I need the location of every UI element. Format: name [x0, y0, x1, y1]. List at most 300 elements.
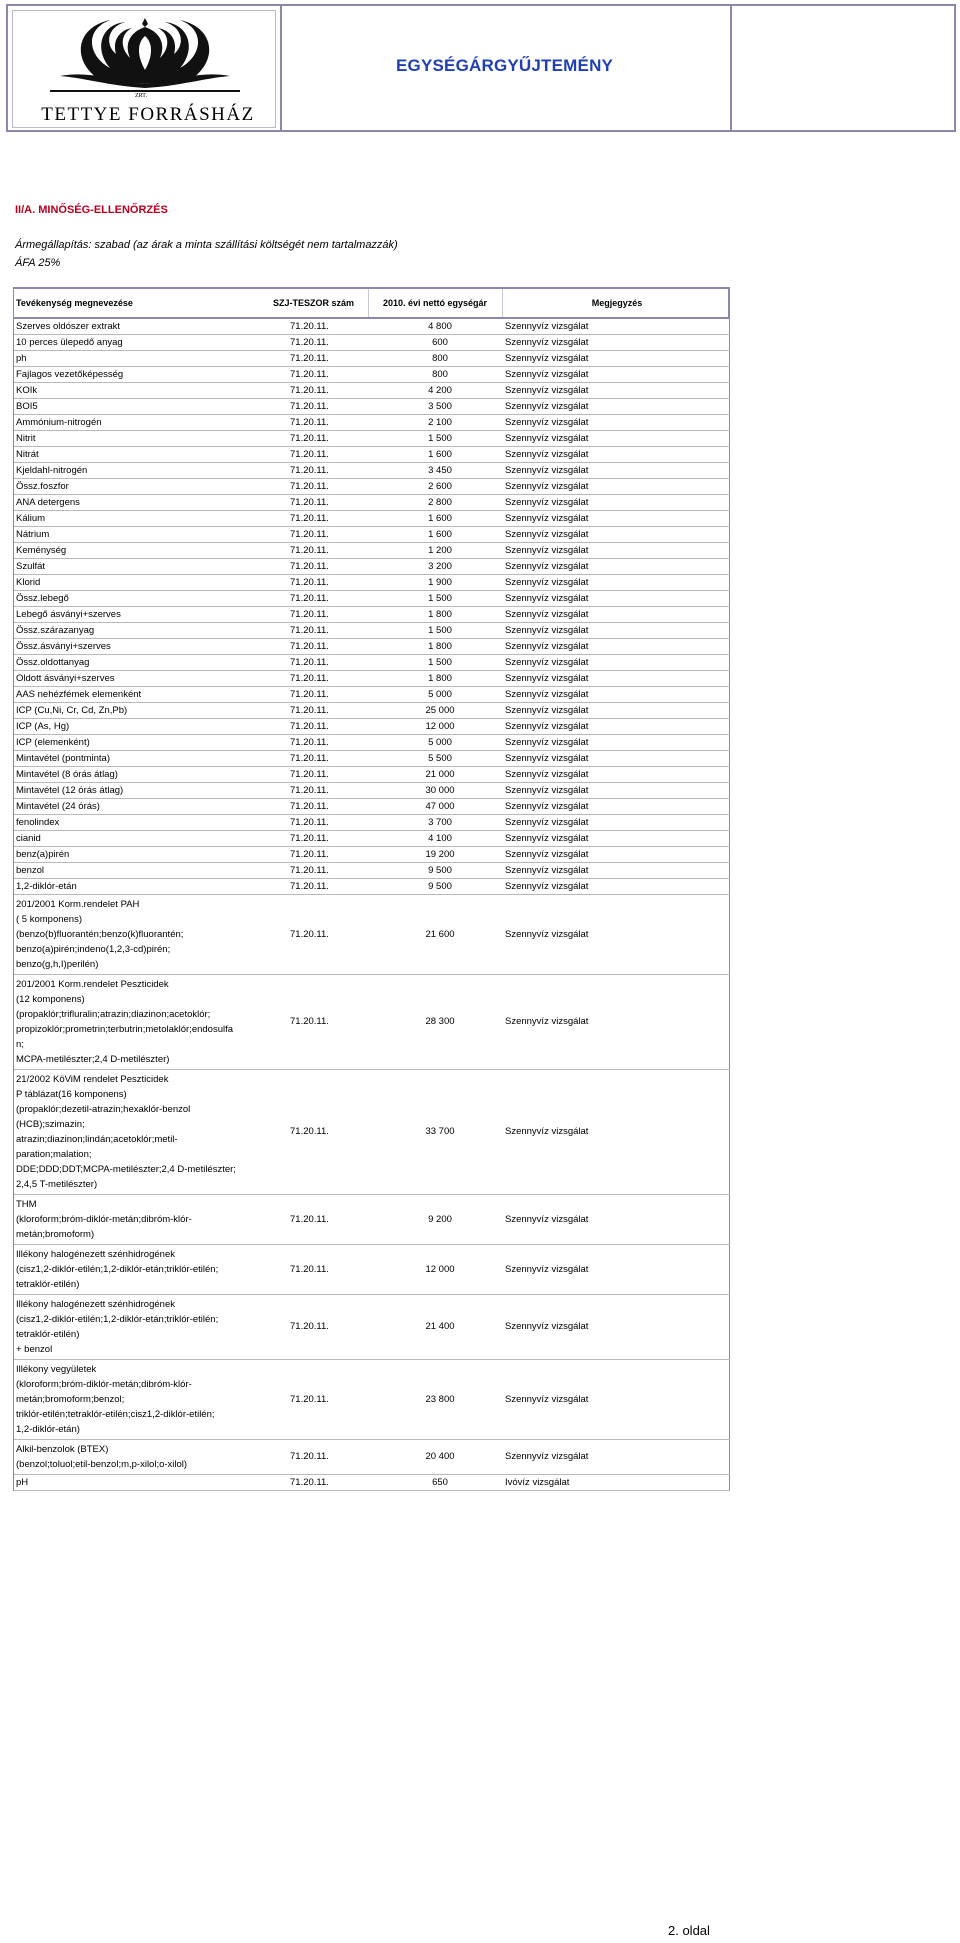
- cell-note: Szennyvíz vizsgálat: [505, 705, 589, 716]
- column-header-name: Tevékenység megnevezése: [16, 298, 133, 308]
- activity-name-line: fenolindex: [16, 817, 60, 828]
- activity-name-line: 21/2002 KöViM rendelet Peszticidek: [16, 1074, 169, 1085]
- cell-note: Szennyvíz vizsgálat: [505, 561, 589, 572]
- table-row: [14, 1195, 730, 1245]
- table-right-border: [729, 703, 730, 718]
- activity-name-line: AAS nehézfémek elemenként: [16, 689, 142, 700]
- cell-net-price: 5 500: [428, 753, 452, 764]
- table-row: [14, 719, 730, 735]
- activity-name-line: Nitrát: [16, 449, 39, 460]
- activity-name-line: ICP (Cu,Ni, Cr, Cd, Zn,Pb): [16, 705, 128, 716]
- cell-activity-name: [16, 383, 288, 398]
- cell-net-price: 5 000: [428, 689, 452, 700]
- cell-activity-name: [16, 415, 288, 430]
- cell-note: Szennyvíz vizsgálat: [505, 1451, 589, 1462]
- cell-teszor-code: 71.20.11.: [290, 385, 329, 396]
- activity-name-line: Össz.ásványi+szerves: [16, 641, 111, 652]
- cell-net-price: 5 000: [428, 737, 452, 748]
- table-row: [14, 399, 730, 415]
- table-row: [14, 447, 730, 463]
- cell-net-price: 1 600: [428, 529, 452, 540]
- cell-teszor-code: 71.20.11.: [290, 785, 329, 796]
- table-right-border: [729, 671, 730, 686]
- cell-activity-name: [16, 1197, 288, 1242]
- cell-activity-name: [16, 463, 288, 478]
- cell-activity-name: [16, 815, 288, 830]
- cell-net-price: 600: [432, 337, 448, 348]
- table-right-border: [729, 383, 730, 398]
- activity-name-line: (propaklór;dezetil-atrazin;hexaklór-benzol: [16, 1104, 191, 1115]
- table-right-border: [729, 767, 730, 782]
- cell-activity-name: [16, 847, 288, 862]
- cell-note: Szennyvíz vizsgálat: [505, 1016, 589, 1027]
- cell-net-price: 9 500: [428, 865, 452, 876]
- table-right-border: [729, 319, 730, 334]
- cell-net-price: 1 200: [428, 545, 452, 556]
- table-right-border: [729, 1195, 730, 1244]
- table-row: [14, 543, 730, 559]
- cell-note: Szennyvíz vizsgálat: [505, 657, 589, 668]
- cell-activity-name: [16, 559, 288, 574]
- activity-name-line: Nitrit: [16, 433, 36, 444]
- cell-note: Szennyvíz vizsgálat: [505, 929, 589, 940]
- activity-name-line: (cisz1,2-diklór-etilén;1,2-diklór-etán;triklór-etilén;: [16, 1264, 219, 1275]
- cell-net-price: 800: [432, 353, 448, 364]
- cell-note: Szennyvíz vizsgálat: [505, 689, 589, 700]
- activity-name-line: Ammónium-nitrogén: [16, 417, 102, 428]
- header-divider: [280, 6, 282, 130]
- activity-name-line: tetraklór-etilén): [16, 1279, 80, 1290]
- cell-note: Szennyvíz vizsgálat: [505, 1214, 589, 1225]
- activity-name-line: BOI5: [16, 401, 38, 412]
- table-row: [14, 767, 730, 783]
- table-right-border: [729, 735, 730, 750]
- cell-activity-name: [16, 319, 288, 334]
- cell-net-price: 23 800: [425, 1394, 455, 1405]
- section-title: II/A. MINŐSÉG-ELLENŐRZÉS: [15, 204, 168, 216]
- cell-note: Szennyvíz vizsgálat: [505, 369, 589, 380]
- table-row: [14, 511, 730, 527]
- table-row: [14, 319, 730, 335]
- cell-activity-name: [16, 511, 288, 526]
- cell-teszor-code: 71.20.11.: [290, 753, 329, 764]
- pricing-note: Ármegállapítás: szabad (az árak a minta szállítási költségét nem tartalmazzák): [15, 239, 398, 251]
- table-right-border: [729, 463, 730, 478]
- table-row: [14, 1475, 730, 1491]
- activity-name-line: benzo(g,h,I)perilén): [16, 959, 99, 970]
- cell-activity-name: [16, 495, 288, 510]
- table-row: [14, 703, 730, 719]
- table-right-border: [729, 543, 730, 558]
- cell-teszor-code: 71.20.11.: [290, 417, 329, 428]
- table-row: [14, 1070, 730, 1195]
- header-divider: [502, 289, 503, 317]
- cell-net-price: 9 200: [428, 1214, 452, 1225]
- table-header: [14, 287, 730, 319]
- activity-name-line: pH: [16, 1477, 29, 1488]
- activity-name-line: Mintavétel (24 órás): [16, 801, 100, 812]
- cell-teszor-code: 71.20.11.: [290, 481, 329, 492]
- activity-name-line: (kloroform;bróm-diklór-metán;dibróm-klór-: [16, 1214, 192, 1225]
- table-right-border: [729, 975, 730, 1069]
- activity-name-line: 1,2-diklór-etán: [16, 881, 77, 892]
- cell-teszor-code: 71.20.11.: [290, 497, 329, 508]
- page-number: 2. oldal: [668, 1923, 710, 1938]
- cell-teszor-code: 71.20.11.: [290, 1264, 329, 1275]
- activity-name-line: Keménység: [16, 545, 67, 556]
- table-row: [14, 799, 730, 815]
- table-row: [14, 831, 730, 847]
- activity-name-line: atrazin;diazinon;lindán;acetoklór;metil-: [16, 1134, 178, 1145]
- cell-note: Szennyvíz vizsgálat: [505, 737, 589, 748]
- activity-name-line: KOIk: [16, 385, 38, 396]
- cell-activity-name: [16, 1442, 288, 1472]
- cell-teszor-code: 71.20.11.: [290, 801, 329, 812]
- activity-name-line: Nátrium: [16, 529, 50, 540]
- cell-teszor-code: 71.20.11.: [290, 337, 329, 348]
- cell-note: Szennyvíz vizsgálat: [505, 481, 589, 492]
- cell-teszor-code: 71.20.11.: [290, 1126, 329, 1137]
- table-row: [14, 431, 730, 447]
- activity-name-line: metán;bromoform): [16, 1229, 95, 1240]
- cell-net-price: 2 800: [428, 497, 452, 508]
- cell-activity-name: [16, 751, 288, 766]
- cell-activity-name: [16, 783, 288, 798]
- table-right-border: [729, 367, 730, 382]
- table-right-border: [729, 1245, 730, 1294]
- table-right-border: [729, 527, 730, 542]
- table-right-border: [729, 575, 730, 590]
- table-row: [14, 367, 730, 383]
- table-row: [14, 591, 730, 607]
- cell-activity-name: [16, 977, 288, 1067]
- cell-activity-name: [16, 1072, 288, 1192]
- table-row: [14, 671, 730, 687]
- activity-name-line: THM: [16, 1199, 37, 1210]
- cell-teszor-code: 71.20.11.: [290, 353, 329, 364]
- cell-teszor-code: 71.20.11.: [290, 929, 329, 940]
- cell-activity-name: [16, 351, 288, 366]
- cell-net-price: 3 450: [428, 465, 452, 476]
- cell-teszor-code: 71.20.11.: [290, 1016, 329, 1027]
- activity-name-line: ICP (As, Hg): [16, 721, 70, 732]
- activity-name-line: ICP (elemenként): [16, 737, 90, 748]
- table-row: [14, 735, 730, 751]
- activity-name-line: ANA detergens: [16, 497, 80, 508]
- cell-activity-name: [16, 655, 288, 670]
- activity-name-line: (propaklór;trifluralin;atrazin;diazinon;acetoklór;: [16, 1009, 211, 1020]
- cell-net-price: 1 800: [428, 609, 452, 620]
- cell-net-price: 800: [432, 369, 448, 380]
- table-right-border: [729, 687, 730, 702]
- cell-activity-name: [16, 623, 288, 638]
- price-table: [13, 287, 730, 1491]
- activity-name-line: propizoklór;prometrin;terbutrin;metolaklór;endosulfa: [16, 1024, 234, 1035]
- cell-net-price: 1 500: [428, 433, 452, 444]
- table-right-border: [729, 559, 730, 574]
- cell-activity-name: [16, 879, 288, 894]
- cell-net-price: 1 600: [428, 449, 452, 460]
- activity-name-line: Szulfát: [16, 561, 46, 572]
- cell-note: Szennyvíz vizsgálat: [505, 801, 589, 812]
- table-right-border: [729, 831, 730, 846]
- table-right-border: [729, 1440, 730, 1474]
- cell-note: Szennyvíz vizsgálat: [505, 833, 589, 844]
- table-row: [14, 1245, 730, 1295]
- activity-name-line: 2,4,5 T-metilészter): [16, 1179, 98, 1190]
- column-header-code: SZJ-TESZOR szám: [273, 298, 355, 308]
- cell-net-price: 4 800: [428, 321, 452, 332]
- cell-teszor-code: 71.20.11.: [290, 529, 329, 540]
- cell-teszor-code: 71.20.11.: [290, 689, 329, 700]
- cell-note: Szennyvíz vizsgálat: [505, 577, 589, 588]
- cell-net-price: 3 200: [428, 561, 452, 572]
- table-right-border: [729, 1475, 730, 1490]
- fountain-house-emblem-icon: [20, 14, 270, 102]
- cell-net-price: 30 000: [425, 785, 455, 796]
- table-right-border: [729, 783, 730, 798]
- cell-net-price: 9 500: [428, 881, 452, 892]
- cell-activity-name: [16, 1297, 288, 1357]
- activity-name-line: Mintavétel (8 órás átlag): [16, 769, 118, 780]
- cell-activity-name: [16, 479, 288, 494]
- activity-name-line: 201/2001 Korm.rendelet PAH: [16, 899, 140, 910]
- activity-name-line: Szerves oldószer extrakt: [16, 321, 121, 332]
- cell-net-price: 20 400: [425, 1451, 455, 1462]
- cell-activity-name: [16, 687, 288, 702]
- cell-activity-name: [16, 591, 288, 606]
- table-right-border: [729, 495, 730, 510]
- cell-activity-name: [16, 399, 288, 414]
- cell-teszor-code: 71.20.11.: [290, 609, 329, 620]
- column-header-price: 2010. évi nettó egységár: [382, 298, 488, 308]
- table-row: [14, 1295, 730, 1360]
- table-row: [14, 879, 730, 895]
- cell-activity-name: [16, 831, 288, 846]
- table-right-border: [729, 1070, 730, 1194]
- activity-name-line: 10 perces ülepedő anyag: [16, 337, 123, 348]
- activity-name-line: benz(a)pirén: [16, 849, 70, 860]
- cell-activity-name: [16, 671, 288, 686]
- table-right-border: [729, 719, 730, 734]
- table-right-border: [729, 479, 730, 494]
- cell-note: Szennyvíz vizsgálat: [505, 1264, 589, 1275]
- cell-net-price: 12 000: [425, 721, 455, 732]
- table-right-border: [729, 639, 730, 654]
- table-row: [14, 527, 730, 543]
- table-right-border: [729, 863, 730, 878]
- table-right-border: [729, 655, 730, 670]
- cell-note: Ivóvíz vizsgálat: [505, 1477, 570, 1488]
- cell-net-price: 12 000: [425, 1264, 455, 1275]
- activity-name-line: ( 5 komponens): [16, 914, 83, 925]
- cell-note: Szennyvíz vizsgálat: [505, 593, 589, 604]
- cell-teszor-code: 71.20.11.: [290, 321, 329, 332]
- activity-name-line: benzo(a)pirén;indeno(1,2,3-cd)pirén;: [16, 944, 171, 955]
- cell-teszor-code: 71.20.11.: [290, 449, 329, 460]
- cell-net-price: 2 600: [428, 481, 452, 492]
- cell-teszor-code: 71.20.11.: [290, 433, 329, 444]
- activity-name-line: Össz.foszfor: [16, 481, 69, 492]
- table-row: [14, 415, 730, 431]
- activity-name-line: cianid: [16, 833, 41, 844]
- table-row: [14, 655, 730, 671]
- cell-note: Szennyvíz vizsgálat: [505, 529, 589, 540]
- table-right-border: [729, 815, 730, 830]
- table-row: [14, 815, 730, 831]
- cell-activity-name: [16, 799, 288, 814]
- cell-teszor-code: 71.20.11.: [290, 641, 329, 652]
- activity-name-line: MCPA-metilészter;2,4 D-metilészter): [16, 1054, 170, 1065]
- cell-note: Szennyvíz vizsgálat: [505, 497, 589, 508]
- activity-name-line: (cisz1,2-diklór-etilén;1,2-diklór-etán;triklór-etilén;: [16, 1314, 219, 1325]
- cell-note: Szennyvíz vizsgálat: [505, 1394, 589, 1405]
- cell-net-price: 19 200: [425, 849, 455, 860]
- cell-teszor-code: 71.20.11.: [290, 881, 329, 892]
- cell-net-price: 1 600: [428, 513, 452, 524]
- cell-net-price: 21 000: [425, 769, 455, 780]
- cell-teszor-code: 71.20.11.: [290, 593, 329, 604]
- cell-activity-name: [16, 1362, 288, 1437]
- table-row: [14, 639, 730, 655]
- cell-net-price: 21 600: [425, 929, 455, 940]
- cell-net-price: 33 700: [425, 1126, 455, 1137]
- cell-note: Szennyvíz vizsgálat: [505, 401, 589, 412]
- company-logo: [20, 14, 270, 126]
- cell-net-price: 21 400: [425, 1321, 455, 1332]
- table-right-border: [729, 415, 730, 430]
- cell-note: Szennyvíz vizsgálat: [505, 753, 589, 764]
- activity-name-line: Fajlagos vezetőképesség: [16, 369, 124, 380]
- cell-teszor-code: 71.20.11.: [290, 657, 329, 668]
- table-row: [14, 847, 730, 863]
- activity-name-line: (HCB);szimazin;: [16, 1119, 85, 1130]
- activity-name-line: 1,2-diklór-etán): [16, 1424, 80, 1435]
- activity-name-line: paration;malation;: [16, 1149, 92, 1160]
- table-row: [14, 1360, 730, 1440]
- cell-teszor-code: 71.20.11.: [290, 1394, 329, 1405]
- cell-activity-name: [16, 335, 288, 350]
- activity-name-line: (kloroform;bróm-diklór-metán;dibróm-klór-: [16, 1379, 192, 1390]
- table-right-border: [729, 399, 730, 414]
- cell-note: Szennyvíz vizsgálat: [505, 337, 589, 348]
- cell-teszor-code: 71.20.11.: [290, 625, 329, 636]
- table-row: [14, 1440, 730, 1475]
- cell-net-price: 1 500: [428, 657, 452, 668]
- cell-activity-name: [16, 735, 288, 750]
- cell-activity-name: [16, 1475, 288, 1490]
- table-right-border: [729, 1360, 730, 1439]
- table-right-border: [729, 847, 730, 862]
- activity-name-line: Össz.lebegő: [16, 593, 69, 604]
- table-row: [14, 463, 730, 479]
- cell-teszor-code: 71.20.11.: [290, 865, 329, 876]
- activity-name-line: Alkil-benzolok (BTEX): [16, 1444, 109, 1455]
- activity-name-line: Össz.szárazanyag: [16, 625, 95, 636]
- cell-note: Szennyvíz vizsgálat: [505, 513, 589, 524]
- activity-name-line: (12 komponens): [16, 994, 85, 1005]
- cell-activity-name: [16, 575, 288, 590]
- cell-teszor-code: 71.20.11.: [290, 401, 329, 412]
- cell-activity-name: [16, 607, 288, 622]
- cell-net-price: 2 100: [428, 417, 452, 428]
- cell-note: Szennyvíz vizsgálat: [505, 817, 589, 828]
- table-row: [14, 863, 730, 879]
- cell-net-price: 4 100: [428, 833, 452, 844]
- logo-suffix: ZRT.: [135, 93, 148, 99]
- cell-teszor-code: 71.20.11.: [290, 849, 329, 860]
- cell-activity-name: [16, 863, 288, 878]
- cell-net-price: 28 300: [425, 1016, 455, 1027]
- activity-name-line: 201/2001 Korm.rendelet Peszticidek: [16, 979, 169, 990]
- table-right-border: [729, 431, 730, 446]
- activity-name-line: n;: [16, 1039, 24, 1050]
- cell-activity-name: [16, 543, 288, 558]
- activity-name-line: (benzo(b)fluorantén;benzo(k)fluorantén;: [16, 929, 184, 940]
- cell-teszor-code: 71.20.11.: [290, 1451, 329, 1462]
- table-right-border: [729, 751, 730, 766]
- cell-note: Szennyvíz vizsgálat: [505, 1321, 589, 1332]
- activity-name-line: Mintavétel (12 órás átlag): [16, 785, 124, 796]
- cell-teszor-code: 71.20.11.: [290, 1321, 329, 1332]
- cell-net-price: 25 000: [425, 705, 455, 716]
- cell-note: Szennyvíz vizsgálat: [505, 609, 589, 620]
- activity-name-line: tetraklór-etilén): [16, 1329, 80, 1340]
- cell-teszor-code: 71.20.11.: [290, 769, 329, 780]
- table-row: [14, 895, 730, 975]
- cell-activity-name: [16, 431, 288, 446]
- table-row: [14, 607, 730, 623]
- cell-teszor-code: 71.20.11.: [290, 833, 329, 844]
- table-row: [14, 479, 730, 495]
- cell-activity-name: [16, 527, 288, 542]
- cell-teszor-code: 71.20.11.: [290, 369, 329, 380]
- activity-name-line: P táblázat(16 komponens): [16, 1089, 127, 1100]
- table-right-border: [729, 335, 730, 350]
- activity-name-line: triklór-etilén;tetraklór-etilén;cisz1,2-diklór-etilén;: [16, 1409, 215, 1420]
- cell-teszor-code: 71.20.11.: [290, 1214, 329, 1225]
- table-right-border: [729, 895, 730, 974]
- activity-name-line: Lebegő ásványi+szerves: [16, 609, 121, 620]
- cell-activity-name: [16, 447, 288, 462]
- table-row: [14, 351, 730, 367]
- cell-teszor-code: 71.20.11.: [290, 513, 329, 524]
- table-body: [14, 319, 730, 1491]
- cell-net-price: 3 700: [428, 817, 452, 828]
- cell-note: Szennyvíz vizsgálat: [505, 769, 589, 780]
- cell-note: Szennyvíz vizsgálat: [505, 849, 589, 860]
- activity-name-line: Kjeldahl-nitrogén: [16, 465, 88, 476]
- cell-activity-name: [16, 897, 288, 972]
- cell-note: Szennyvíz vizsgálat: [505, 785, 589, 796]
- activity-name-line: Klorid: [16, 577, 41, 588]
- cell-note: Szennyvíz vizsgálat: [505, 417, 589, 428]
- cell-net-price: 650: [432, 1477, 448, 1488]
- cell-activity-name: [16, 767, 288, 782]
- column-header-note: Megjegyzés: [591, 298, 643, 308]
- table-right-border: [729, 1295, 730, 1359]
- cell-note: Szennyvíz vizsgálat: [505, 881, 589, 892]
- table-row: [14, 687, 730, 703]
- activity-name-line: metán;bromoform;benzol;: [16, 1394, 125, 1405]
- cell-teszor-code: 71.20.11.: [290, 721, 329, 732]
- table-right-border: [729, 351, 730, 366]
- activity-name-line: Mintavétel (pontminta): [16, 753, 110, 764]
- activity-name-line: Össz.oldottanyag: [16, 657, 90, 668]
- activity-name-line: (benzol;toluol;etil-benzol;m,p-xilol;o-xilol): [16, 1459, 188, 1470]
- cell-teszor-code: 71.20.11.: [290, 465, 329, 476]
- cell-teszor-code: 71.20.11.: [290, 545, 329, 556]
